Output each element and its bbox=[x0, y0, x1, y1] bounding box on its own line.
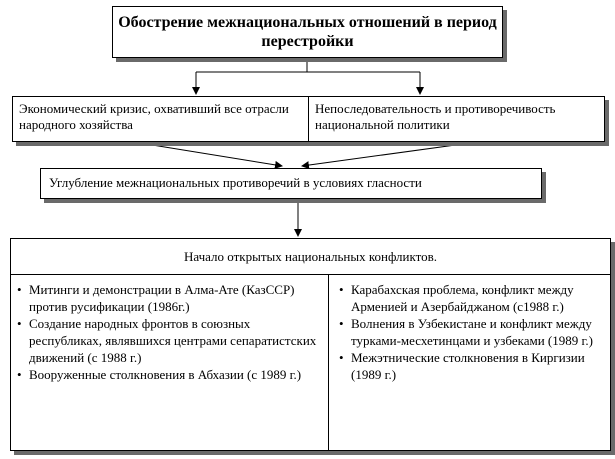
arrow-title-to-causes bbox=[196, 58, 420, 94]
bullet-icon: • bbox=[17, 316, 22, 331]
list-item: • Создание народных фронтов в союзных республиках, являвшихся центрами сепаратистских движений (с 1988 г.) bbox=[17, 316, 317, 365]
arrow-causes-to-deepening bbox=[140, 143, 470, 166]
deepening-box bbox=[40, 168, 542, 199]
causes-box bbox=[12, 96, 605, 142]
list-item: • Волнения в Узбекистане и конфликт между турками-месхетинцами и узбеками (1989 г.) bbox=[339, 316, 593, 348]
conflicts-right-column bbox=[329, 275, 610, 451]
bullet-icon: • bbox=[339, 282, 344, 297]
cause-economic-crisis: Экономический кризис, охвативший все отрасли народного хозяйства bbox=[19, 101, 289, 132]
conflicts-box bbox=[10, 238, 611, 451]
bullet-icon: • bbox=[17, 282, 22, 297]
list-item: • Карабахская проблема, конфликт между Арменией и Азербайджаном (с1988 г.) bbox=[339, 282, 574, 314]
deepening-text: Углубление межнациональных противоречий в условиях гласности bbox=[49, 175, 422, 190]
conflicts-heading: Начало открытых национальных конфликтов. bbox=[11, 239, 610, 275]
list-item: • Митинги и демонстрации в Алма-Ате (КазССР) против русификации (1986г.) bbox=[17, 282, 295, 314]
bullet-icon: • bbox=[339, 316, 344, 331]
cause-national-policy: Непоследовательность и противоречивость национальной политики bbox=[308, 97, 604, 141]
list-item: • Межэтнические столкновения в Киргизии (1989 г.) bbox=[339, 350, 585, 382]
bullet-icon: • bbox=[17, 367, 22, 382]
diagram-title: Обострение межнациональных отношений в период перестройки bbox=[118, 14, 497, 50]
title-box bbox=[112, 6, 503, 58]
bullet-icon: • bbox=[339, 350, 344, 365]
list-item: • Вооруженные столкновения в Абхазии (с 1989 г.) bbox=[17, 367, 302, 382]
conflicts-left-column bbox=[11, 275, 329, 451]
